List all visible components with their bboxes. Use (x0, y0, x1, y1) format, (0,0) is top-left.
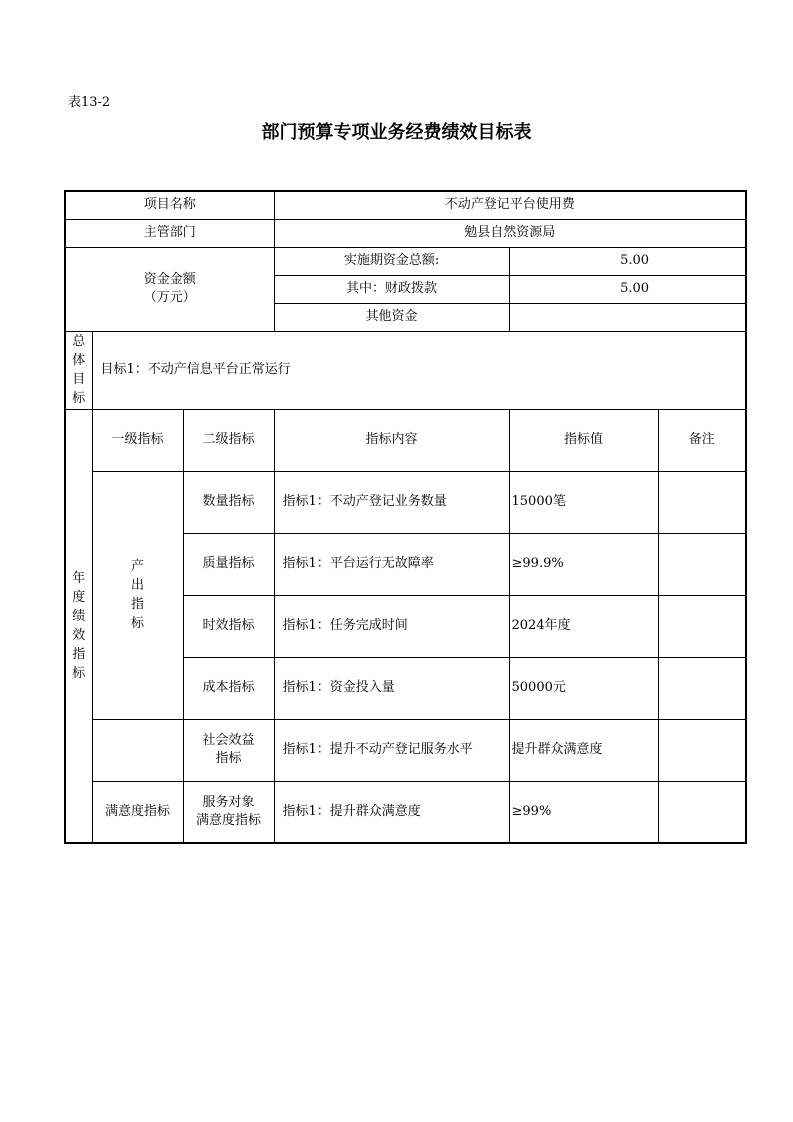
output-indicator-label (92, 471, 183, 719)
satisfaction-level1: 满意度指标 (92, 781, 183, 843)
timeliness-indicator: 时效指标 (183, 595, 274, 657)
table-row (65, 471, 746, 533)
header-value: 指标值 (509, 409, 658, 471)
funds-label-line1: 资金金额 (143, 272, 196, 287)
overall-goal-char: 目 (72, 372, 86, 387)
table-row (65, 331, 746, 409)
output-label-char: 出 (130, 578, 144, 593)
indicator-value: ≥99.9% (509, 533, 658, 595)
indicator-content: 指标1：平台运行无故障率 (274, 533, 509, 595)
table-row (65, 191, 746, 219)
annual-label-char: 绩 (72, 608, 86, 624)
social-level2-line2: 指标 (215, 751, 242, 766)
indicator-value: 提升群众满意度 (509, 719, 658, 781)
indicator-value: 50000元 (509, 657, 658, 719)
indicator-content: 指标1：任务完成时间 (274, 595, 509, 657)
cost-indicator: 成本指标 (183, 657, 274, 719)
output-label-char: 标 (130, 616, 144, 631)
quality-indicator: 质量指标 (183, 533, 274, 595)
annual-indicators-label (65, 409, 92, 843)
annual-label-char: 标 (72, 665, 86, 681)
annual-label-char: 指 (72, 646, 86, 662)
performance-target-table (64, 190, 747, 844)
indicator-content: 指标1：提升群众满意度 (274, 781, 509, 843)
social-level1 (92, 719, 183, 781)
funds-other-label: 其他资金 (274, 303, 509, 331)
dept-label: 主管部门 (65, 219, 274, 247)
project-name-value: 不动产登记平台使用费 (274, 191, 746, 219)
table-row (65, 719, 746, 781)
indicator-remark (658, 719, 746, 781)
dept-value: 勉县自然资源局 (274, 219, 746, 247)
overall-goal-char: 总 (72, 334, 86, 349)
funds-total-label: 实施期资金总额: (274, 247, 509, 275)
table-row (65, 781, 746, 843)
overall-goal-char: 体 (72, 353, 86, 368)
annual-label-char: 年 (72, 570, 86, 586)
indicator-value: ≥99% (509, 781, 658, 843)
social-benefit-indicator (183, 719, 274, 781)
output-label-char: 指 (130, 597, 144, 612)
funds-total-value: 5.00 (509, 247, 746, 275)
indicator-remark (658, 533, 746, 595)
annual-label-char: 度 (72, 589, 86, 605)
funds-fiscal-label: 其中：财政拨款 (274, 275, 509, 303)
quantity-indicator: 数量指标 (183, 471, 274, 533)
header-level1: 一级指标 (92, 409, 183, 471)
header-remark: 备注 (658, 409, 746, 471)
table-row (65, 409, 746, 471)
funds-other-value (509, 303, 746, 331)
page-title: 部门预算专项业务经费绩效目标表 (261, 122, 532, 143)
overall-goal-char: 标 (72, 391, 86, 406)
header-content: 指标内容 (274, 409, 509, 471)
indicator-remark (658, 657, 746, 719)
indicator-remark (658, 595, 746, 657)
project-name-label: 项目名称 (65, 191, 274, 219)
indicator-content: 指标1：资金投入量 (274, 657, 509, 719)
table-row (65, 247, 746, 275)
annual-label-char: 效 (72, 627, 86, 643)
output-label-char: 产 (130, 559, 144, 574)
table-row (65, 219, 746, 247)
funds-label-line2: （万元） (143, 290, 196, 305)
satisfaction-level2-line1: 服务对象 (202, 794, 255, 810)
overall-goal-label (65, 331, 92, 409)
funds-label (65, 247, 274, 331)
satisfaction-indicator (183, 781, 274, 843)
overall-goal-text: 目标1：不动产信息平台正常运行 (92, 331, 746, 409)
indicator-value: 2024年度 (509, 595, 658, 657)
funds-fiscal-value: 5.00 (509, 275, 746, 303)
table-number: 表13-2 (68, 95, 111, 110)
indicator-remark (658, 471, 746, 533)
indicator-content: 指标1：提升不动产登记服务水平 (274, 719, 509, 781)
header-level2: 二级指标 (183, 409, 274, 471)
social-level2-line1: 社会效益 (202, 733, 255, 748)
indicator-content: 指标1：不动产登记业务数量 (274, 471, 509, 533)
indicator-value: 15000笔 (509, 471, 658, 533)
indicator-remark (658, 781, 746, 843)
satisfaction-level2-line2: 满意度指标 (196, 812, 262, 828)
